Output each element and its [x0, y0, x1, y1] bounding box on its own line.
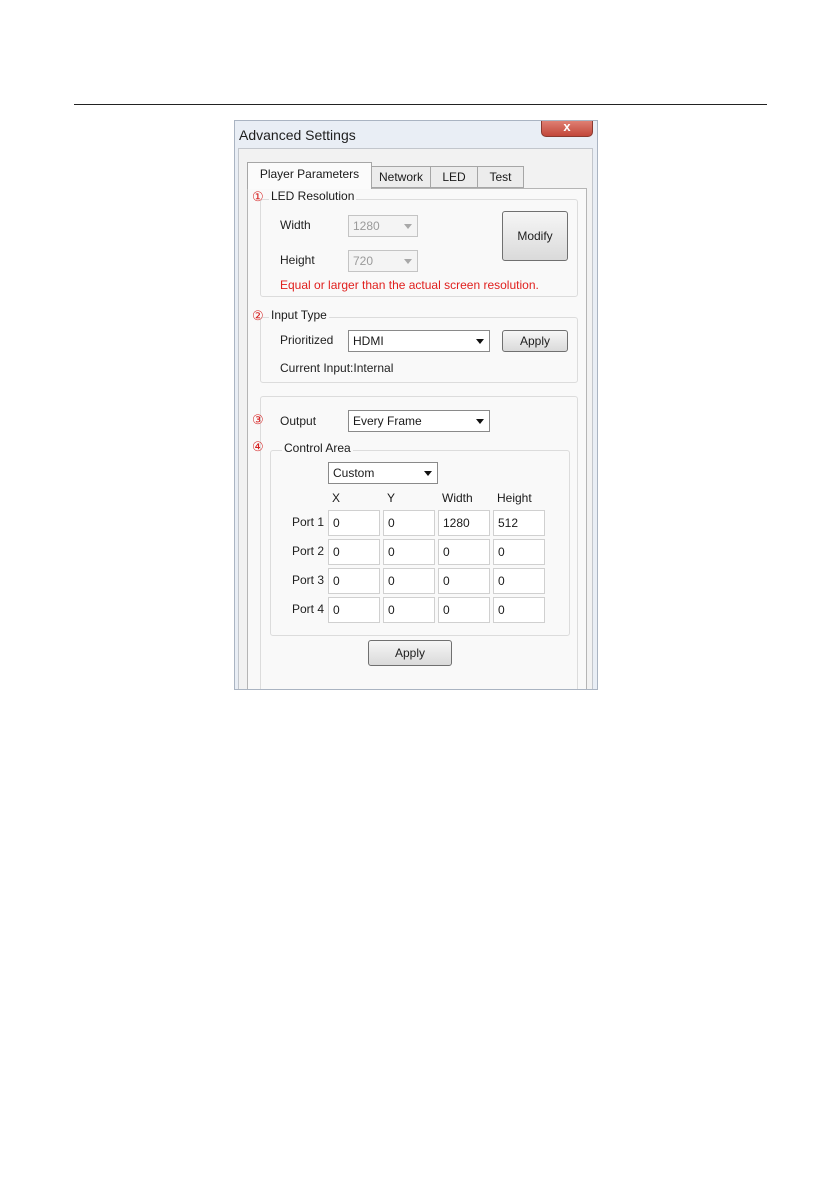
modify-button[interactable]: Modify — [502, 211, 568, 261]
window-client-area — [238, 148, 593, 690]
port-2-height-input[interactable]: 0 — [493, 539, 545, 565]
port-3-width-input[interactable]: 0 — [438, 568, 490, 594]
height-label: Height — [280, 253, 315, 267]
advanced-settings-window — [234, 120, 598, 690]
prioritized-label: Prioritized — [280, 333, 334, 347]
chevron-down-icon — [476, 339, 484, 344]
output-select[interactable] — [348, 410, 490, 432]
led-resolution-title: LED Resolution — [271, 189, 355, 203]
input-apply-button[interactable]: Apply — [502, 330, 568, 352]
player-parameters-panel — [247, 188, 587, 690]
prioritized-select-value: HDMI — [353, 334, 384, 348]
tab-player-parameters[interactable]: Player Parameters — [247, 162, 372, 189]
chevron-down-icon — [476, 419, 484, 424]
control-area-apply-button[interactable]: Apply — [368, 640, 452, 666]
port-3-y-input[interactable]: 0 — [383, 568, 435, 594]
input-type-title: Input Type — [271, 308, 327, 322]
step-number-4: ④ — [252, 439, 264, 454]
port-2-x-input[interactable]: 0 — [328, 539, 380, 565]
column-header-x: X — [332, 491, 341, 505]
port-2-label: Port 2 — [292, 544, 325, 558]
control-area-mode-select[interactable] — [328, 462, 438, 484]
control-area-mode-value: Custom — [333, 466, 375, 480]
chevron-down-icon — [424, 471, 432, 476]
width-select[interactable] — [348, 215, 418, 237]
tab-network[interactable]: Network — [371, 166, 431, 188]
port-2-y-input[interactable]: 0 — [383, 539, 435, 565]
page-rule — [74, 104, 767, 105]
control-area-title: Control Area — [284, 441, 351, 455]
height-select[interactable] — [348, 250, 418, 272]
close-button[interactable]: x — [541, 120, 593, 137]
port-1-x-input[interactable]: 0 — [328, 510, 380, 536]
step-number-1: ① — [252, 189, 264, 204]
tab-test[interactable]: Test — [477, 166, 524, 188]
width-select-value: 1280 — [353, 219, 380, 233]
port-4-y-input[interactable]: 0 — [383, 597, 435, 623]
column-header-width: Width — [442, 491, 473, 505]
port-4-x-input[interactable]: 0 — [328, 597, 380, 623]
port-3-label: Port 3 — [292, 573, 325, 587]
height-select-value: 720 — [353, 254, 374, 268]
port-1-height-input[interactable]: 512 — [493, 510, 545, 536]
resolution-note: Equal or larger than the actual screen resolution. — [280, 278, 539, 292]
output-label: Output — [280, 414, 317, 428]
port-2-width-input[interactable]: 0 — [438, 539, 490, 565]
width-label: Width — [280, 218, 311, 232]
port-1-y-input[interactable]: 0 — [383, 510, 435, 536]
port-3-height-input[interactable]: 0 — [493, 568, 545, 594]
step-number-3: ③ — [252, 412, 264, 427]
tab-led[interactable]: LED — [430, 166, 478, 188]
column-header-y: Y — [387, 491, 396, 505]
port-4-width-input[interactable]: 0 — [438, 597, 490, 623]
window-title: Advanced Settings — [239, 127, 356, 143]
chevron-down-icon — [404, 224, 412, 229]
prioritized-select[interactable] — [348, 330, 490, 352]
port-1-width-input[interactable]: 1280 — [438, 510, 490, 536]
port-4-label: Port 4 — [292, 602, 325, 616]
step-number-2: ② — [252, 308, 264, 323]
column-header-height: Height — [497, 491, 532, 505]
port-3-x-input[interactable]: 0 — [328, 568, 380, 594]
output-select-value: Every Frame — [353, 414, 422, 428]
port-1-label: Port 1 — [292, 515, 325, 529]
chevron-down-icon — [404, 259, 412, 264]
port-4-height-input[interactable]: 0 — [493, 597, 545, 623]
current-input-text: Current Input:Internal — [280, 361, 394, 375]
